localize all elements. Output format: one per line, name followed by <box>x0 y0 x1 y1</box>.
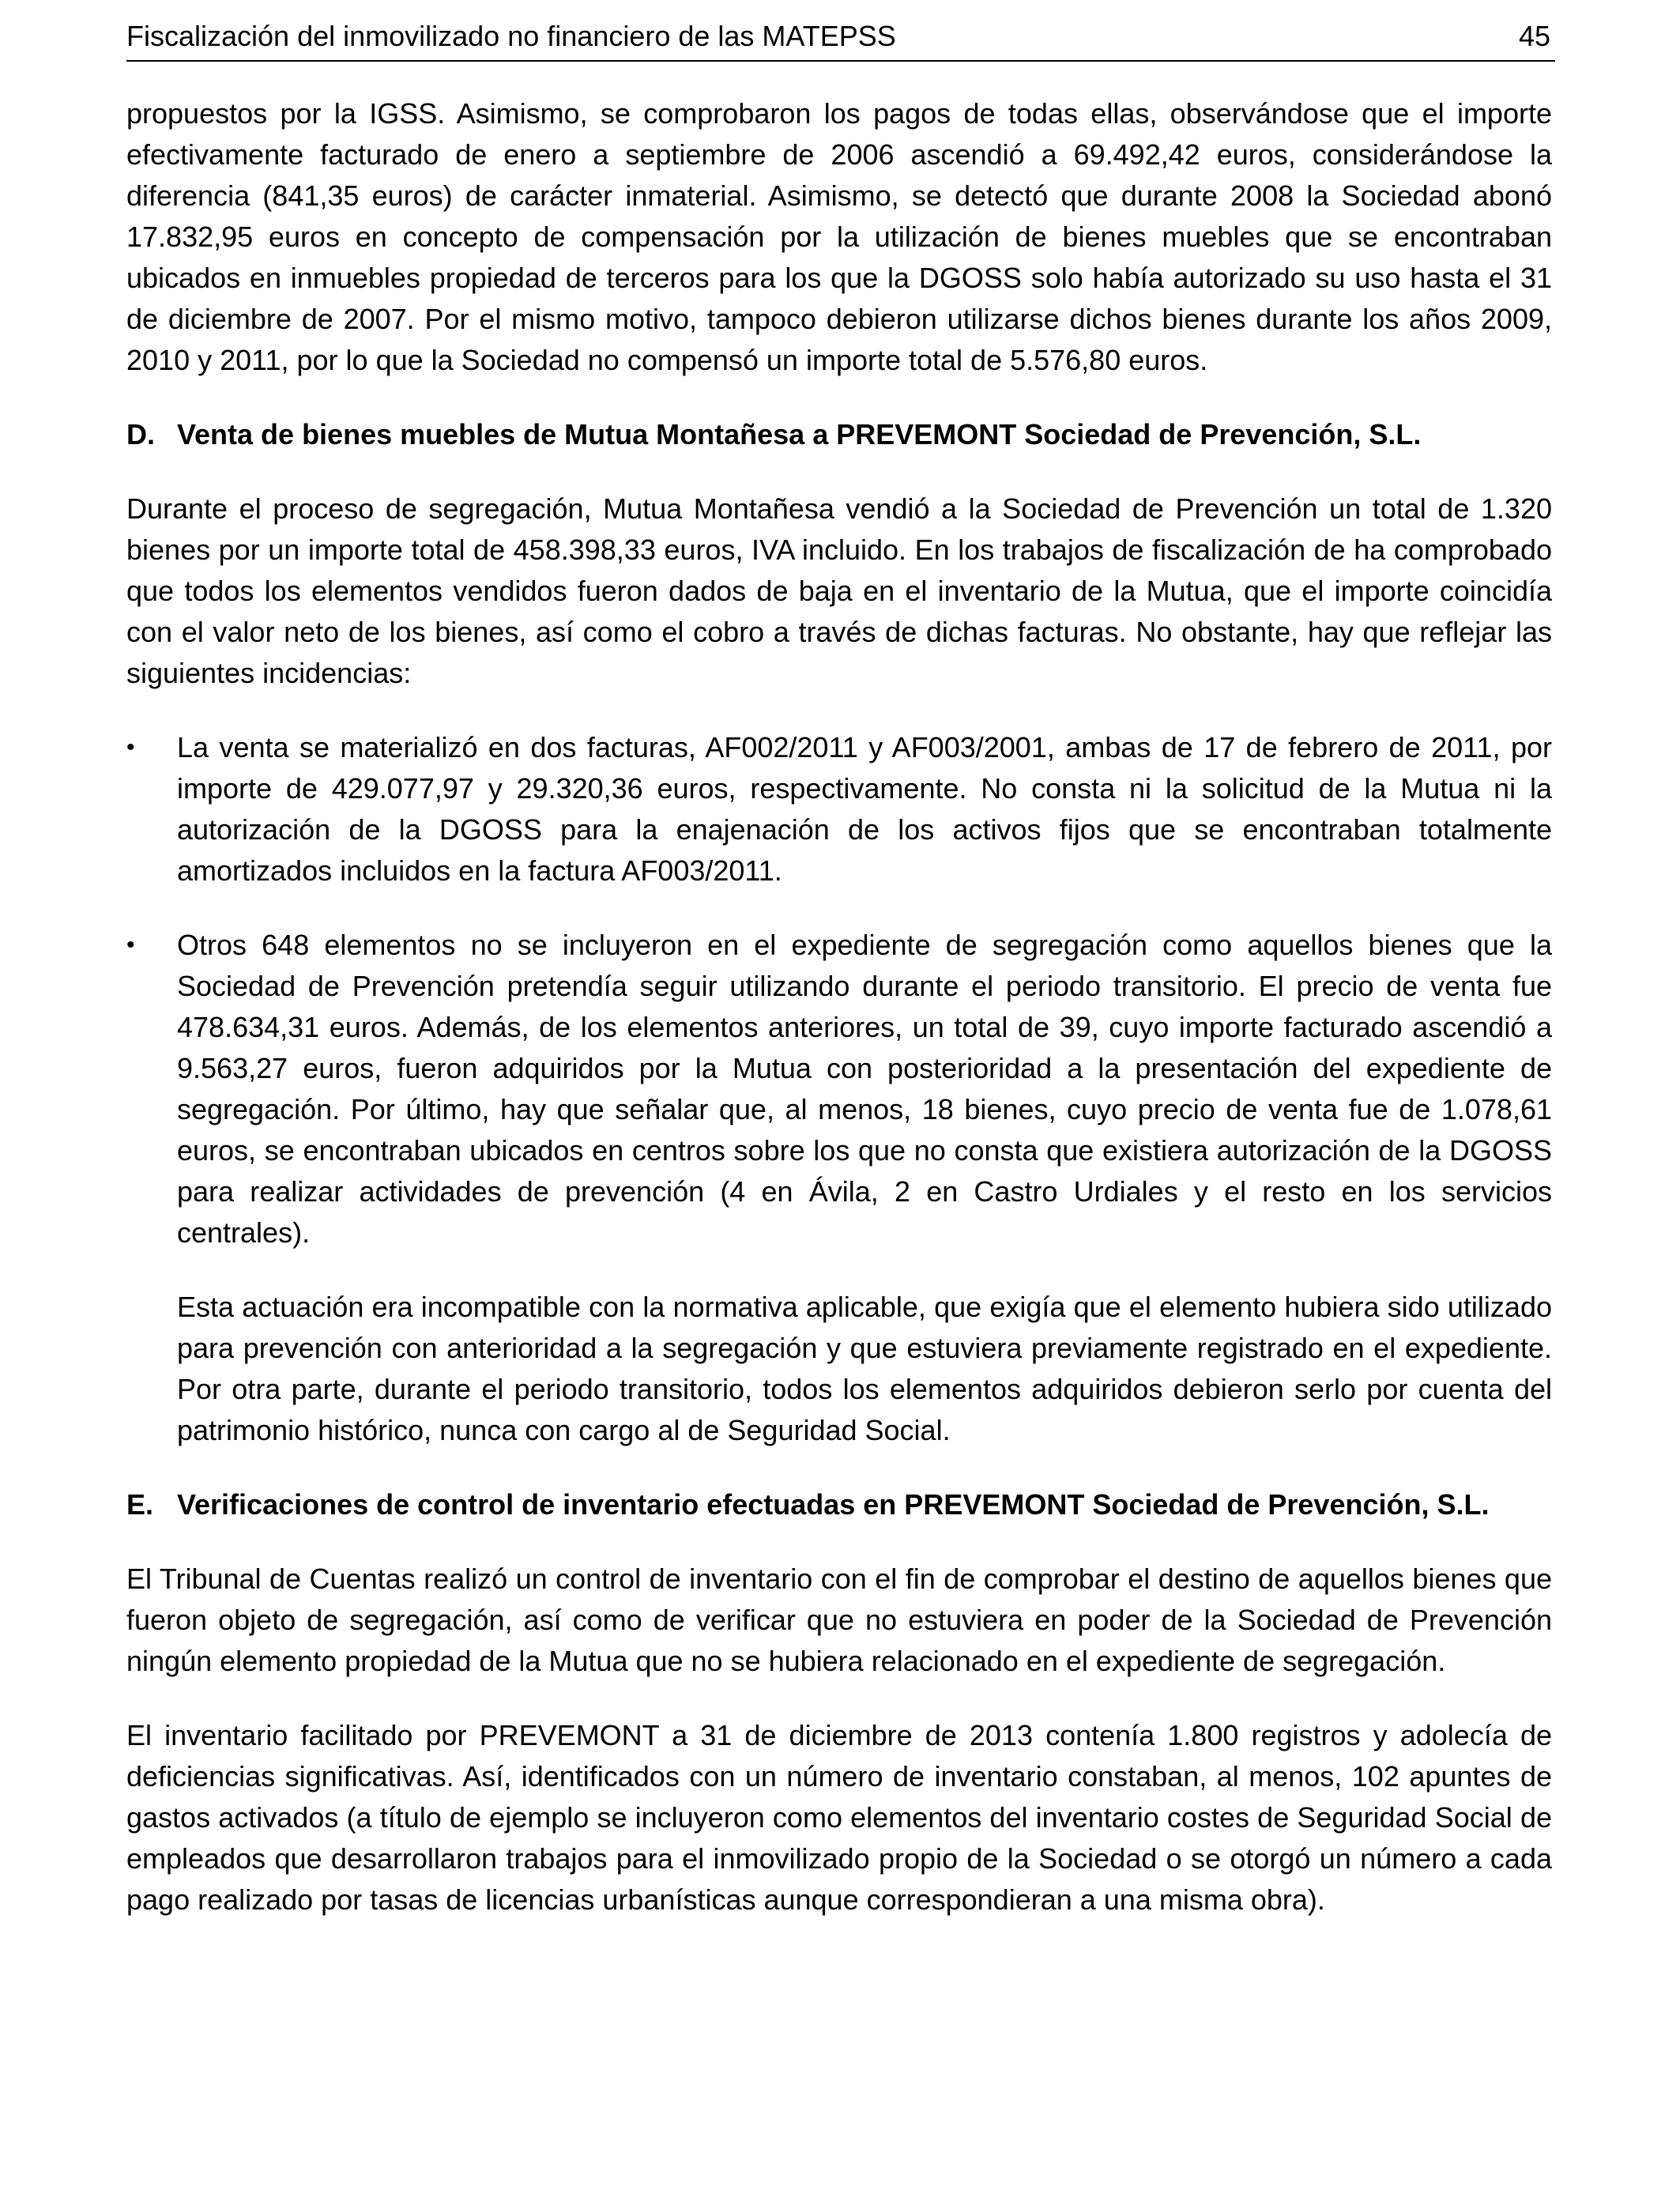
section-e-letter: E. <box>126 1488 154 1521</box>
list-item <box>126 727 1552 892</box>
section-d-letter: D. <box>126 418 155 450</box>
section-e-heading <box>126 1484 1552 1525</box>
bullet-body <box>177 727 1552 892</box>
bullet-icon: • <box>126 932 135 958</box>
header-title: Fiscalización del inmovilizado no financiero de las MATEPSS <box>126 20 896 52</box>
section-d-bullet-list <box>126 727 1552 1451</box>
bullet-icon: • <box>126 734 135 760</box>
section-e-paragraph-2: El inventario facilitado por PREVEMONT a 31 de diciembre de 2013 contenía 1.800 registros y adolecía de deficiencias significativas. Así, identificados con un número de inventario constaban, al menos, 102 apuntes de gastos activados (a título de ejemplo se incluyeron como elementos del inventario costes de Seguridad Social de empleados que desarrollaron trabajos para el inmovilizado propio de la Sociedad o se otorgó un número a cada pago realizado por tasas de licencias urbanísticas aunque correspondieran a una misma obra). <box>126 1719 1552 1916</box>
bullet-text: La venta se materializó en dos facturas, AF002/2011 y AF003/2001, ambas de 17 de febrero de 2011, por importe de 429.077,97 y 29.320,36 euros, respectivamente. No consta ni la solicitud de la Mutua ni la autorización de la DGOSS para la enajenación de los activos fijos que se encontraban totalmente amortizados incluidos en la factura AF003/2011. <box>177 731 1552 887</box>
section-d-intro: Durante el proceso de segregación, Mutua Montañesa vendió a la Sociedad de Prevención un total de 1.320 bienes por un importe total de 458.398,33 euros, IVA incluido. En los trabajos de fiscalización de ha comprobado que todos los elementos vendidos fueron dados de baja en el inventario de la Mutua, que el importe coincidía con el valor neto de los bienes, así como el cobro a través de dichas facturas. No obstante, hay que reflejar las siguientes incidencias: <box>126 492 1552 689</box>
section-d-title: Venta de bienes muebles de Mutua Montañesa a PREVEMONT Sociedad de Prevención, S.L. <box>177 418 1422 450</box>
bullet-body <box>177 925 1552 1451</box>
section-e-paragraph-1: El Tribunal de Cuentas realizó un control de inventario con el fin de comprobar el destino de aquellos bienes que fueron objeto de segregación, así como de verificar que no estuviera en poder de la Sociedad de Prevención ningún elemento propiedad de la Mutua que no se hubiera relacionado en el expediente de segregación. <box>126 1563 1552 1677</box>
document-body <box>126 93 1552 1921</box>
bullet-continuation-text: Esta actuación era incompatible con la normativa aplicable, que exigía que el elemento hubiera sido utilizado para prevención con anterioridad a la segregación y que estuviera previamente registrado en el expediente. Por otra parte, durante el periodo transitorio, todos los elementos adquiridos debieron serlo por cuenta del patrimonio histórico, nunca con cargo al de Seguridad Social. <box>177 1291 1552 1446</box>
paragraph-continuation: propuestos por la IGSS. Asimismo, se comprobaron los pagos de todas ellas, observándose que el importe efectivamente facturado de enero a septiembre de 2006 ascendió a 69.492,42 euros, considerándose la diferencia (841,35 euros) de carácter inmaterial. Asimismo, se detectó que durante 2008 la Sociedad abonó 17.832,95 euros en concepto de compensación por la utilización de bienes muebles que se encontraban ubicados en inmuebles propiedad de terceros para los que la DGOSS solo había autorizado su uso hasta el 31 de diciembre de 2007. Por el mismo motivo, tampoco debieron utilizarse dichos bienes durante los años 2009, 2010 y 2011, por lo que la Sociedad no compensó un importe total de 5.576,80 euros. <box>126 97 1552 376</box>
page-header <box>126 21 1555 62</box>
section-d-heading <box>126 414 1552 455</box>
section-e-title: Verificaciones de control de inventario efectuadas en PREVEMONT Sociedad de Prevención, S.L. <box>177 1488 1490 1521</box>
page-number: 45 <box>1518 20 1550 52</box>
bullet-text: Otros 648 elementos no se incluyeron en el expediente de segregación como aquellos bienes que la Sociedad de Prevención pretendía seguir utilizando durante el periodo transitorio. El precio de venta fue 478.634,31 euros. Además, de los elementos anteriores, un total de 39, cuyo importe facturado ascendió a 9.563,27 euros, fueron adquiridos por la Mutua con posterioridad a la presentación del expediente de segregación. Por último, hay que señalar que, al menos, 18 bienes, cuyo precio de venta fue de 1.078,61 euros, se encontraban ubicados en centros sobre los que no consta que existiera autorización de la DGOSS para realizar actividades de prevención (4 en Ávila, 2 en Castro Urdiales y el resto en los servicios centrales). <box>177 929 1552 1249</box>
list-item <box>126 925 1552 1451</box>
